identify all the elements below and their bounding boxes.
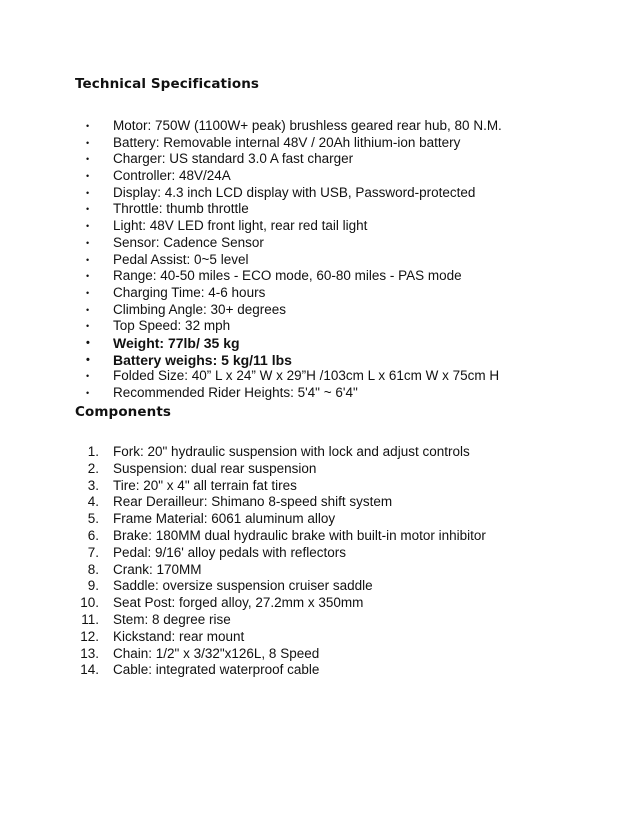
bullet-marker: • [86,221,90,232]
spec-item-text: Range: 40-50 miles - ECO mode, 60-80 miles - PAS mode [113,268,462,284]
component-list-item [0,629,640,646]
component-item-text: Saddle: oversize suspension cruiser saddle [113,578,373,594]
spec-list-item [0,185,640,202]
component-item-text: Tire: 20" x 4" all terrain fat tires [113,477,297,493]
component-number: 4. [87,494,99,510]
component-number: 6. [87,527,99,543]
component-list-item [0,545,640,562]
component-list-item [0,612,640,629]
component-item-text: Kickstand: rear mount [113,628,245,644]
bullet-marker: • [86,254,90,265]
spec-list-item [0,335,640,352]
spec-list-item [0,201,640,218]
spec-item-text: Sensor: Cadence Sensor [113,234,264,250]
spec-list-item [0,285,640,302]
component-list-item [0,511,640,528]
component-item-text: Frame Material: 6061 aluminum alloy [113,511,336,527]
spec-item-text: Controller: 48V/24A [113,168,231,184]
spec-item-text: Recommended Rider Heights: 5'4" ~ 6'4" [113,385,358,400]
bullet-marker: • [86,271,90,282]
component-number: 14. [80,662,99,678]
spec-list-item [0,302,640,319]
spec-item-text: Weight: 77lb/ 35 kg [113,334,240,351]
spec-item-text: Motor: 750W (1100W+ peak) brushless geared rear hub, 80 N.M. [113,118,502,133]
component-number: 9. [87,578,99,594]
bullet-marker: • [86,204,90,215]
spec-item-text: Light: 48V LED front light, rear red tail light [113,218,368,234]
component-item-text: Suspension: dual rear suspension [113,460,317,476]
component-item-text: Pedal: 9/16' alloy pedals with reflectors [113,544,346,560]
component-item-text: Brake: 180MM dual hydraulic brake with built-in motor inhibitor [113,527,486,543]
component-item-text: Crank: 170MM [113,561,202,577]
spec-list-item [0,385,640,402]
component-item-text: Chain: 1/2" x 3/32"x126L, 8 Speed [113,645,320,661]
component-item-text: Rear Derailleur: Shimano 8-speed shift system [113,494,393,510]
spec-list-item [0,151,640,168]
spec-list-item [0,268,640,285]
bullet-marker: • [86,304,90,315]
component-number: 1. [87,444,99,459]
component-number: 8. [87,561,99,577]
spec-list-item [0,218,640,235]
component-number: 13. [80,645,99,661]
spec-item-text: Throttle: thumb throttle [113,201,249,217]
spec-list-item [0,352,640,369]
spec-list-item [0,135,640,152]
bullet-marker: • [86,121,90,131]
component-list-item [0,444,640,461]
spec-list-item [0,252,640,269]
spec-item-text: Climbing Angle: 30+ degrees [113,301,286,317]
component-list-item [0,562,640,579]
spec-list-item [0,235,640,252]
component-list-item [0,662,640,679]
bullet-marker: • [86,187,90,198]
spec-item-text: Charger: US standard 3.0 A fast charger [113,151,354,167]
component-list-item [0,578,640,595]
component-number: 3. [87,477,99,493]
spec-item-text: Folded Size: 40” L x 24” W x 29”H /103cm L x 61cm W x 75cm H [113,368,500,384]
bullet-marker: • [86,388,90,398]
component-number: 2. [87,460,99,476]
component-item-text: Stem: 8 degree rise [113,611,231,627]
component-item-text: Fork: 20" hydraulic suspension with lock and adjust controls [113,444,470,459]
bullet-marker: • [86,287,90,298]
component-number: 11. [81,611,99,627]
components-heading: Components [75,404,172,420]
bullet-marker: • [86,237,90,248]
bullet-marker: • [86,137,90,148]
component-number: 10. [80,595,99,611]
spec-list-item [0,318,640,335]
spec-item-text: Battery: Removable internal 48V / 20Ah lithium-ion battery [113,134,461,150]
bullet-marker: • [86,336,90,349]
components-list [0,444,640,679]
bullet-marker: • [86,371,90,382]
spec-item-text: Battery weighs: 5 kg/11 lbs [113,351,292,368]
component-number: 5. [87,511,99,527]
component-list-item [0,646,640,663]
spec-list-item [0,168,640,185]
component-number: 7. [87,544,99,560]
component-list-item [0,461,640,478]
specifications-list [0,118,640,402]
component-list-item [0,528,640,545]
bullet-marker: • [86,154,90,165]
component-item-text: Cable: integrated waterproof cable [113,662,320,678]
component-list-item [0,494,640,511]
bullet-marker: • [86,321,90,332]
bullet-marker: • [86,353,90,366]
component-item-text: Seat Post: forged alloy, 27.2mm x 350mm [113,595,364,611]
spec-list-item [0,118,640,135]
bullet-marker: • [86,171,90,182]
component-number: 12. [80,628,99,644]
spec-list-item [0,368,640,385]
spec-item-text: Charging Time: 4-6 hours [113,284,266,300]
spec-item-text: Display: 4.3 inch LCD display with USB, Password-protected [113,184,476,200]
component-list-item [0,595,640,612]
component-list-item [0,478,640,495]
spec-item-text: Top Speed: 32 mph [113,318,231,334]
spec-item-text: Pedal Assist: 0~5 level [113,251,249,267]
technical-specifications-heading: Technical Specifications [75,76,260,92]
